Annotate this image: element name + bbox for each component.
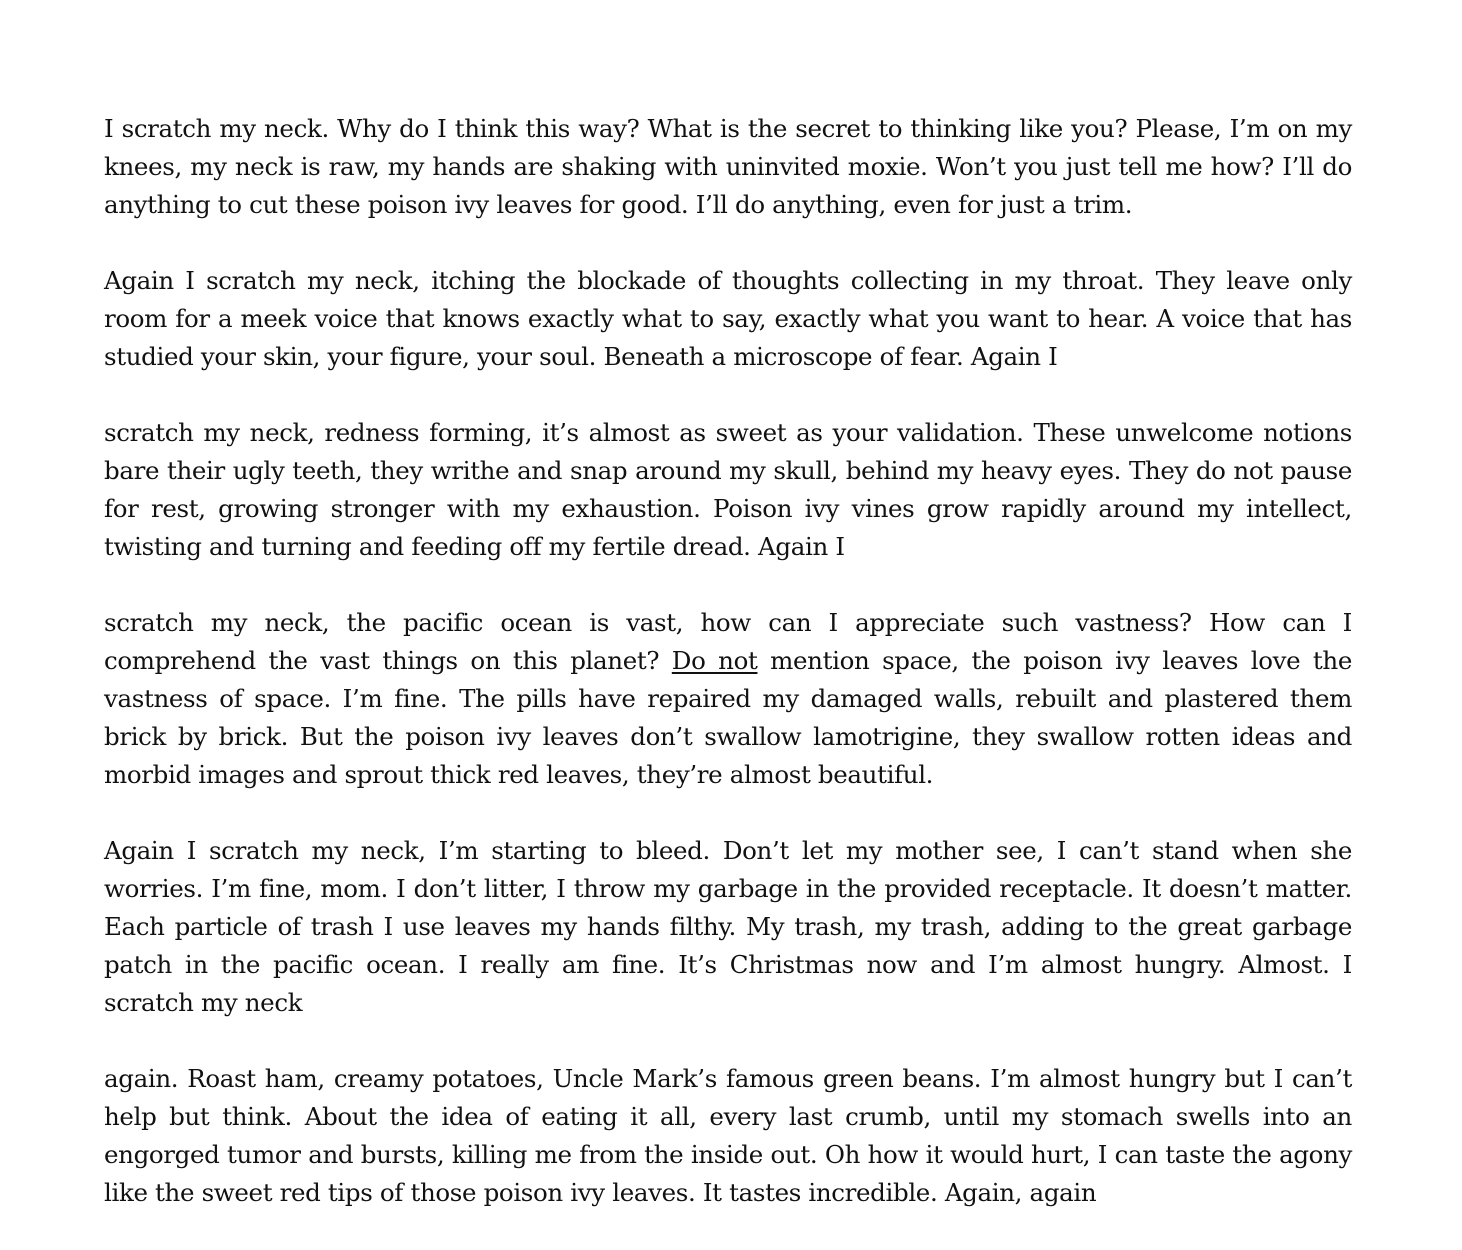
paragraph-5: Again I scratch my neck, I’m starting to bleed. Don’t let my mother see, I can’t stand when she worries. I’m fine, mom. I don’t litter, I throw my garbage in the provided receptacle. It doesn’t matter. Each particle of trash I use leaves my hands filthy. My trash, my trash, adding to the great garbage patch in the pacific ocean. I really am fine. It’s Christmas now and I’m almost hungry. Almost. I scratch my neck [104,836,1352,1017]
paragraph-4 [104,604,1352,794]
paragraph-4-text-before: scratch my neck, the pacific ocean is vast, how can I appreciate such vastness? How can I comprehend the vast things on this planet? [104,608,1352,675]
paragraph-3: scratch my neck, redness forming, it’s almost as sweet as your validation. These unwelcome notions bare their ugly teeth, they writhe and snap around my skull, behind my heavy eyes. They do not pause for rest, growing stronger with my exhaustion. Poison ivy vines grow rapidly around my intellect, twisting and turning and feeding off my fertile dread. Again I [104,418,1352,561]
paragraph-4-text-after: mention space, the poison ivy leaves love the vastness of space. I’m fine. The pills have repaired my damaged walls, rebuilt and plastered them brick by brick. But the poison ivy leaves don’t swallow lamotrigine, they swallow rotten ideas and morbid images and sprout thick red leaves, they’re almost beautiful. [104,646,1352,789]
paragraph-6: again. Roast ham, creamy potatoes, Uncle Mark’s famous green beans. I’m almost hungry but I can’t help but think. About the idea of eating it all, every last crumb, until my stomach swells into an engorged tumor and bursts, killing me from the inside out. Oh how it would hurt, I can taste the agony like the sweet red tips of those poison ivy leaves. It tastes incredible. Again, again [104,1064,1352,1207]
document-body [104,110,1352,1250]
paragraph-2: Again I scratch my neck, itching the blockade of thoughts collecting in my throat. They leave only room for a meek voice that knows exactly what to say, exactly what you want to hear. A voice that has studied your skin, your figure, your soul. Beneath a microscope of fear. Again I [104,266,1352,371]
underlined-phrase: Do not [671,646,758,675]
paragraph-1: I scratch my neck. Why do I think this way? What is the secret to thinking like you? Please, I’m on my knees, my neck is raw, my hands are shaking with uninvited moxie. Won’t you just tell me how? I’ll do anything to cut these poison ivy leaves for good. I’ll do anything, even for just a trim. [104,114,1352,219]
